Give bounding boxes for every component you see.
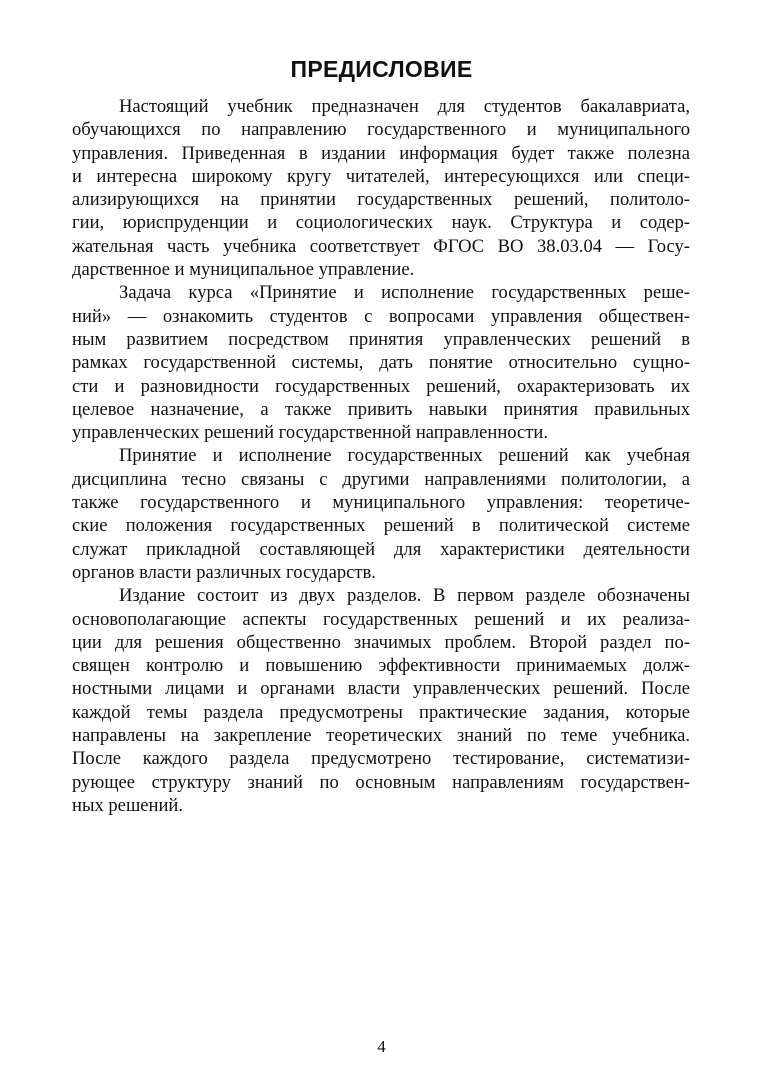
text-line: ностными лицами и органами власти управленческих решений. После [72,678,690,700]
text-line: ний» — ознакомить студентов с вопросами управления обществен- [72,305,690,327]
paragraph-1 [72,95,690,281]
page-title: ПРЕДИСЛОВИЕ [290,56,473,82]
text-line: служат прикладной составляющей для характеристики деятельности [72,538,690,560]
text-line: основополагающие аспекты государственных решений и их реализа- [72,608,690,630]
text-line: ализирующихся на принятии государственных решений, политоло- [72,189,690,211]
text-line: целевое назначение, а также привить навыки принятия правильных [72,398,690,420]
paragraph-4 [72,584,690,817]
text-line: рамках государственной системы, дать понятие относительно сущно- [72,352,690,374]
page-number: 4 [377,1037,386,1056]
text-line: органов власти различных государств. [72,561,376,583]
text-line: жательная часть учебника соответствует ФГОС ВО 38.03.04 — Госу- [72,235,690,257]
text-line: также государственного и муниципального управления: теоретиче- [72,492,690,514]
text-line: обучающихся по направлению государственного и муниципального [72,119,690,141]
text-line: Издание состоит из двух разделов. В первом разделе обозначены [119,585,690,607]
text-line: управления. Приведенная в издании информация будет также полезна [72,142,690,164]
text-line: и интересна широкому кругу читателей, интересующихся или специ- [72,165,690,187]
paragraph-3 [72,444,690,584]
body-text [72,95,690,817]
text-line: дисциплина тесно связаны с другими направлениями политологии, а [72,468,690,490]
text-line: рующее структуру знаний по основным направлениям государствен- [72,771,690,793]
paragraph-2 [72,281,690,444]
text-line: ции для решения общественно значимых проблем. Второй раздел по- [72,631,690,653]
text-line: направлены на закрепление теоретических знаний по теме учебника. [72,725,690,747]
text-line: священ контролю и повышению эффективности принимаемых долж- [72,655,690,677]
text-line: ных решений. [72,794,184,816]
text-line: Задача курса «Принятие и исполнение государственных реше- [119,282,690,304]
text-line: Настоящий учебник предназначен для студентов бакалавриата, [119,96,690,117]
text-line: ным развитием посредством принятия управленческих решений в [72,328,690,350]
text-line: управленческих решений государственной направленности. [72,422,549,444]
text-line: Принятие и исполнение государственных решений как учебная [119,445,690,467]
text-line: ские положения государственных решений в политической системе [72,515,690,537]
text-line: гии, юриспруденции и социологических наук. Структура и содер- [72,212,690,234]
text-line: сти и разновидности государственных решений, охарактеризовать их [72,375,690,397]
text-line: дарственное и муниципальное управление. [72,259,415,281]
text-line: каждой темы раздела предусмотрены практические задания, которые [72,701,690,723]
text-line: После каждого раздела предусмотрено тестирование, систематизи- [72,748,690,770]
